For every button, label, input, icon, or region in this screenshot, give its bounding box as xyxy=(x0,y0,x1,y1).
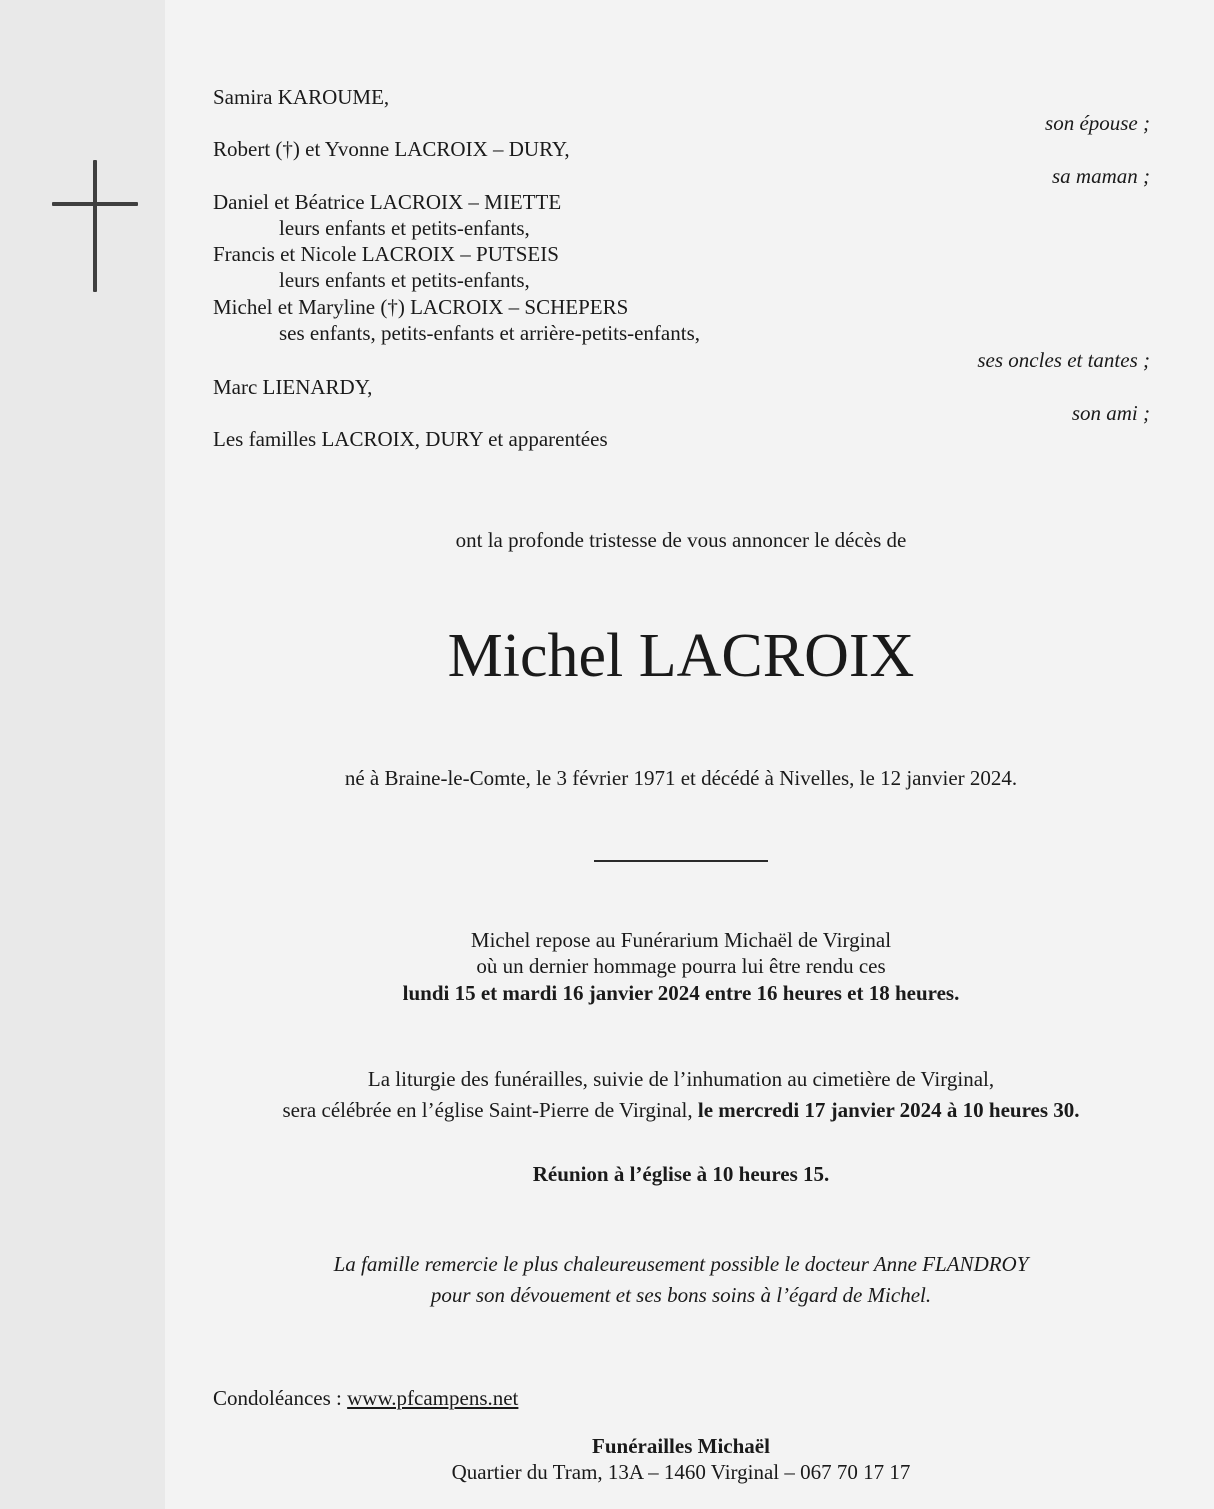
condolences-link[interactable]: www.pfcampens.net xyxy=(347,1386,519,1410)
family-sub-5: ses enfants, petits-enfants et arrière-petits-enfants, xyxy=(279,321,700,345)
family-sub-3: leurs enfants et petits-enfants, xyxy=(279,216,530,240)
family-relation-6: son ami ; xyxy=(1071,401,1150,425)
section-divider xyxy=(594,860,768,862)
family-name-5: Michel et Maryline (†) LACROIX – SCHEPERS xyxy=(213,295,629,319)
announcement-text: ont la profonde tristesse de vous annoncer le décès de xyxy=(455,528,907,552)
family-name-6: Marc LIENARDY, xyxy=(213,375,373,399)
liturgy-location: sera célébrée en l’église Saint-Pierre de Virginal, xyxy=(282,1098,698,1122)
thanks-line-1: La famille remercie le plus chaleureusement possible le docteur Anne FLANDROY xyxy=(333,1252,1029,1276)
family-relation-2: sa maman ; xyxy=(1052,164,1150,188)
liturgy-datetime: le mercredi 17 janvier 2024 à 10 heures 30. xyxy=(697,1098,1080,1122)
funeral-home-address: Quartier du Tram, 13A – 1460 Virginal – 067 70 17 17 xyxy=(451,1460,911,1484)
condolences-label: Condoléances : xyxy=(213,1386,348,1410)
cross-icon xyxy=(52,160,138,294)
cross-vertical-bar xyxy=(93,160,97,292)
reunion-text: Réunion à l’église à 10 heures 15. xyxy=(532,1162,830,1186)
liturgy-line-1: La liturgie des funérailles, suivie de l’inhumation au cimetière de Virginal, xyxy=(367,1067,995,1091)
thanks-line-2: pour son dévouement et ses bons soins à l’égard de Michel. xyxy=(430,1283,932,1307)
cross-horizontal-bar xyxy=(52,202,138,206)
family-name-3: Daniel et Béatrice LACROIX – MIETTE xyxy=(213,190,562,214)
funeral-home-name: Funérailles Michaël xyxy=(592,1434,770,1458)
family-sub-4: leurs enfants et petits-enfants, xyxy=(279,268,530,292)
family-relation-1: son épouse ; xyxy=(1045,111,1150,135)
liturgy-line-2 xyxy=(0,1097,1214,1123)
condolences-line xyxy=(213,1385,518,1411)
family-name-2: Robert (†) et Yvonne LACROIX – DURY, xyxy=(213,137,570,161)
family-name-4: Francis et Nicole LACROIX – PUTSEIS xyxy=(213,242,559,266)
family-name-7: Les familles LACROIX, DURY et apparentées xyxy=(213,427,608,451)
family-relation-5: ses oncles et tantes ; xyxy=(977,348,1150,372)
deceased-dates: né à Braine-le-Comte, le 3 février 1971 et décédé à Nivelles, le 12 janvier 2024. xyxy=(344,766,1018,790)
family-name-1: Samira KAROUME, xyxy=(213,85,390,109)
viewing-schedule: lundi 15 et mardi 16 janvier 2024 entre 16 heures et 18 heures. xyxy=(402,981,960,1005)
deceased-name: Michel LACROIX xyxy=(447,622,915,690)
viewing-line-2: où un dernier hommage pourra lui être rendu ces xyxy=(476,954,886,978)
viewing-line-1: Michel repose au Funérarium Michaël de Virginal xyxy=(470,928,892,952)
